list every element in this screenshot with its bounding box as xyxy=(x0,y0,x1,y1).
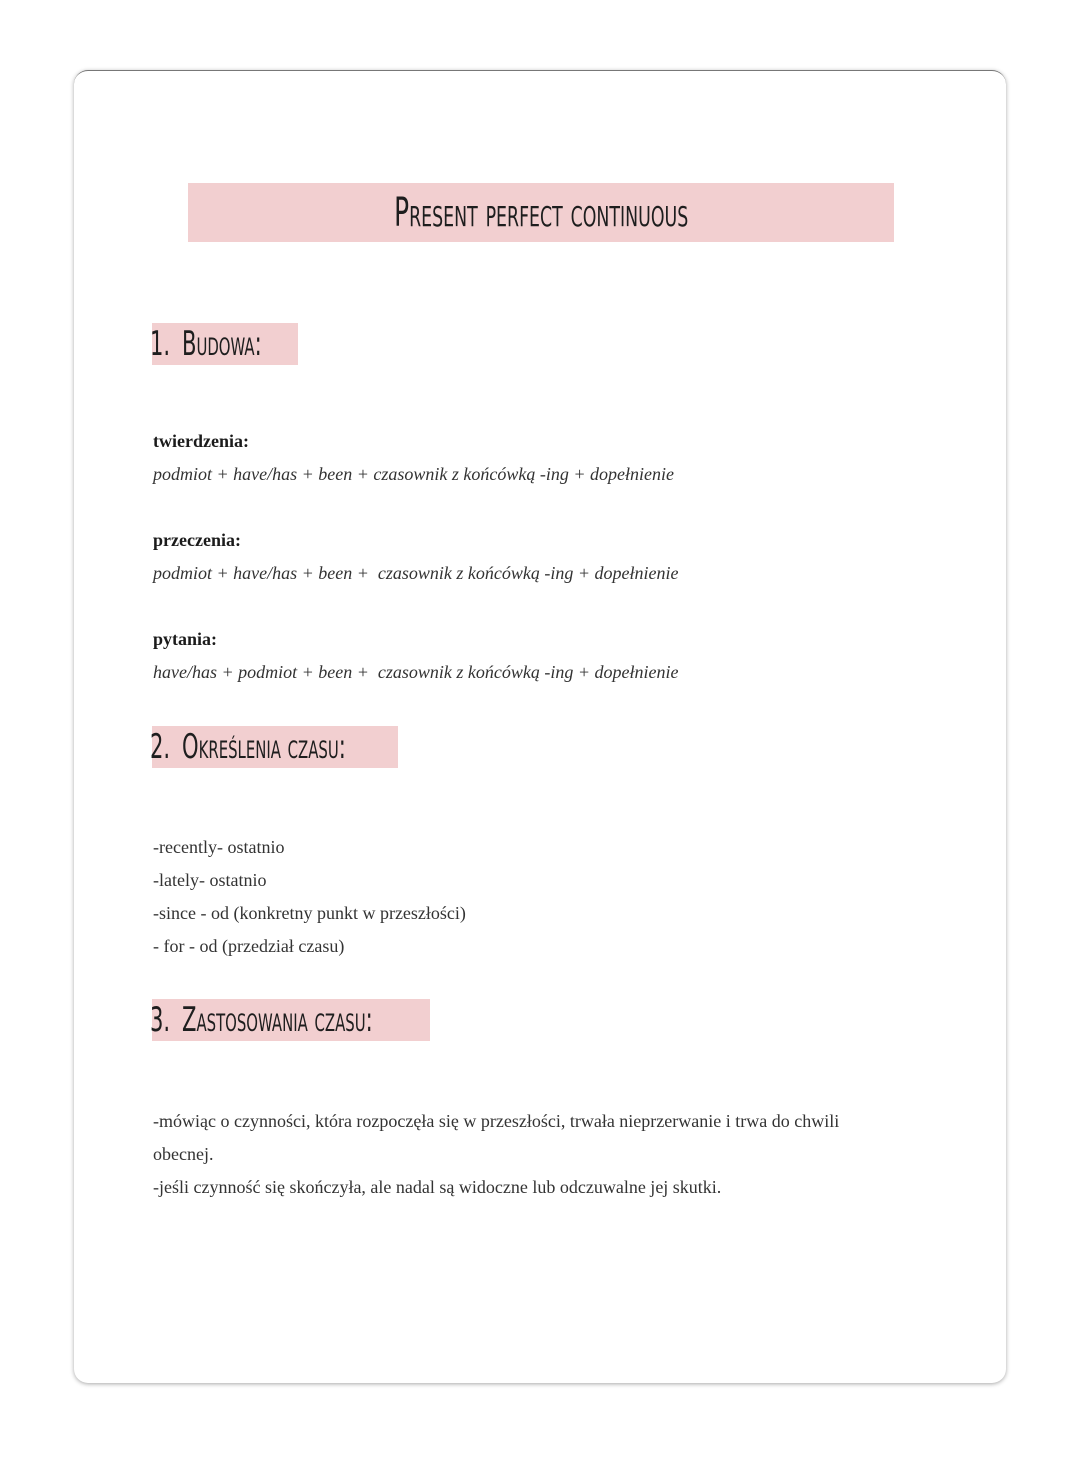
formula-twierdzenia: podmiot + have/has + been + czasownik z końcówką -ing + dopełnienie xyxy=(153,464,674,484)
formula-pytania: have/has + podmiot + been + czasownik z końcówką -ing + dopełnienie xyxy=(153,662,679,682)
label-przeczenia: przeczenia: xyxy=(153,530,241,550)
section-heading-zastosowania xyxy=(152,999,430,1041)
title-banner xyxy=(188,183,894,242)
list-item: - for - od (przedział czasu) xyxy=(153,936,345,956)
list-item: -jeśli czynność się skończyła, ale nadal są widoczne lub odczuwalne jej skutki. xyxy=(153,1177,722,1197)
document-page xyxy=(74,70,1006,1383)
section-number: 1. xyxy=(150,324,171,364)
section-heading-okreslenia xyxy=(152,726,398,768)
page-title: Present perfect continuous xyxy=(393,189,689,236)
section-number: 2. xyxy=(150,727,171,767)
list-item: -recently- ostatnio xyxy=(153,837,285,857)
section-title: Budowa: xyxy=(182,324,263,364)
label-pytania: pytania: xyxy=(153,629,218,649)
formula-przeczenia: podmiot + have/has + been + czasownik z końcówką -ing + dopełnienie xyxy=(153,563,679,583)
list-item: -mówiąc o czynności, która rozpoczęła się w przeszłości, trwała nieprzerwanie i trwa do chwili obecnej. xyxy=(153,1111,840,1164)
list-item: -since - od (konkretny punkt w przeszłości) xyxy=(153,903,466,923)
section-title: Zastosowania czasu: xyxy=(182,1000,374,1040)
time-expressions-list xyxy=(153,831,466,963)
section-number: 3. xyxy=(150,1000,171,1040)
section-title: Określenia czasu: xyxy=(182,727,347,767)
list-item: -lately- ostatnio xyxy=(153,870,267,890)
section-heading-budowa xyxy=(152,323,298,365)
label-twierdzenia: twierdzenia: xyxy=(153,431,249,451)
usage-list xyxy=(153,1105,893,1204)
